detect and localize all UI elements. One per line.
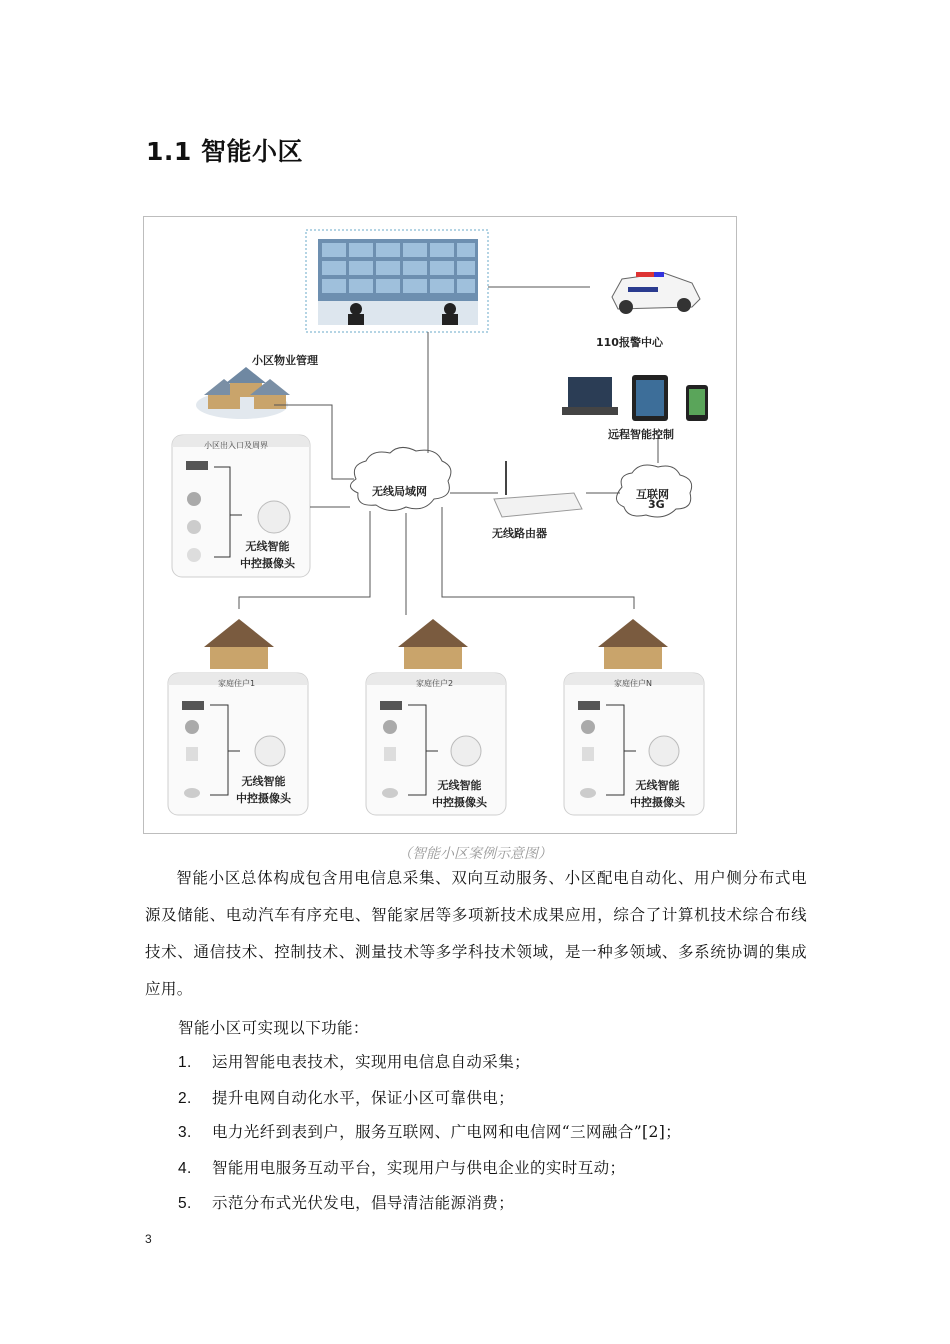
wlan-label: 无线局域网 bbox=[372, 485, 427, 498]
camera-label-line1: 无线智能 bbox=[437, 779, 482, 792]
list-text: 电力光纤到表到户，服务互联网、广电网和电信网“三网融合”[2]； bbox=[212, 1123, 682, 1141]
list-item bbox=[178, 1086, 514, 1108]
police-center-label: 110报警中心 bbox=[596, 336, 663, 349]
list-item bbox=[178, 1191, 514, 1213]
remote-control-label: 远程智能控制 bbox=[608, 428, 674, 441]
list-number: 2. bbox=[178, 1090, 192, 1107]
internet-label: 互联网 bbox=[636, 488, 669, 501]
list-text: 示范分布式光伏发电，倡导清洁能源消费； bbox=[212, 1194, 515, 1212]
household-n-label: 家庭住户N bbox=[614, 679, 652, 688]
list-text: 运用智能电表技术，实现用电信息自动采集； bbox=[212, 1053, 531, 1071]
smart-community-diagram bbox=[143, 216, 737, 834]
household-1-label: 家庭住户1 bbox=[218, 679, 256, 688]
police-car-icon bbox=[612, 272, 700, 314]
list-item bbox=[178, 1156, 625, 1178]
net-3g-label: 3G bbox=[648, 498, 665, 511]
list-text: 提升电网自动化水平，保证小区可靠供电； bbox=[212, 1089, 515, 1107]
body-paragraph-text: 智能小区总体构成包含用电信息采集、双向互动服务、小区配电自动化、用户侧分布式电源及储能、电动汽车有序充电、智能家居等多项新技术成果应用，综合了计算机技术综合布线技术、通信技术、控制技术、测量技术等多学科技术领域，是一种多领域、多系统协调的集成应用。 bbox=[145, 869, 807, 998]
wlan-cloud bbox=[350, 447, 450, 510]
property-management-icon bbox=[196, 367, 290, 419]
gate-camera-label bbox=[240, 538, 295, 572]
list-item bbox=[178, 1120, 681, 1142]
gate-perimeter-label: 小区出入口及周界 bbox=[204, 441, 268, 450]
household-1-camera-label bbox=[236, 773, 291, 807]
household-2-label: 家庭住户2 bbox=[416, 679, 454, 688]
camera-label-line2: 中控摄像头 bbox=[240, 557, 295, 570]
camera-label-line2: 中控摄像头 bbox=[432, 796, 487, 809]
household-2-camera-label bbox=[432, 777, 487, 811]
camera-label-line2: 中控摄像头 bbox=[236, 792, 291, 805]
property-mgmt-label: 小区物业管理 bbox=[252, 354, 318, 367]
camera-label-line1: 无线智能 bbox=[241, 775, 286, 788]
diagram-graphics bbox=[144, 217, 738, 835]
camera-label-line2: 中控摄像头 bbox=[630, 796, 685, 809]
list-number: 5. bbox=[178, 1195, 192, 1212]
list-text: 智能用电服务互动平台，实现用户与供电企业的实时互动； bbox=[212, 1159, 626, 1177]
router-icon bbox=[494, 461, 582, 517]
list-number: 3. bbox=[178, 1124, 192, 1141]
figure-caption: （智能小区案例示意图） bbox=[398, 846, 552, 862]
functions-lead: 智能小区可实现以下功能： bbox=[178, 1019, 369, 1037]
remote-devices-icon bbox=[562, 375, 708, 421]
camera-label-line1: 无线智能 bbox=[245, 540, 290, 553]
section-heading: 1.1 智能小区 bbox=[146, 137, 303, 166]
page-number: 3 bbox=[145, 1232, 152, 1246]
list-number: 4. bbox=[178, 1160, 192, 1177]
monitoring-center-icon bbox=[306, 230, 488, 332]
router-label: 无线路由器 bbox=[492, 527, 547, 540]
list-item bbox=[178, 1050, 530, 1072]
house-icons bbox=[204, 619, 668, 669]
camera-label-line1: 无线智能 bbox=[635, 779, 680, 792]
household-n-camera-label bbox=[630, 777, 685, 811]
body-paragraph bbox=[145, 860, 807, 1008]
list-number: 1. bbox=[178, 1054, 192, 1071]
